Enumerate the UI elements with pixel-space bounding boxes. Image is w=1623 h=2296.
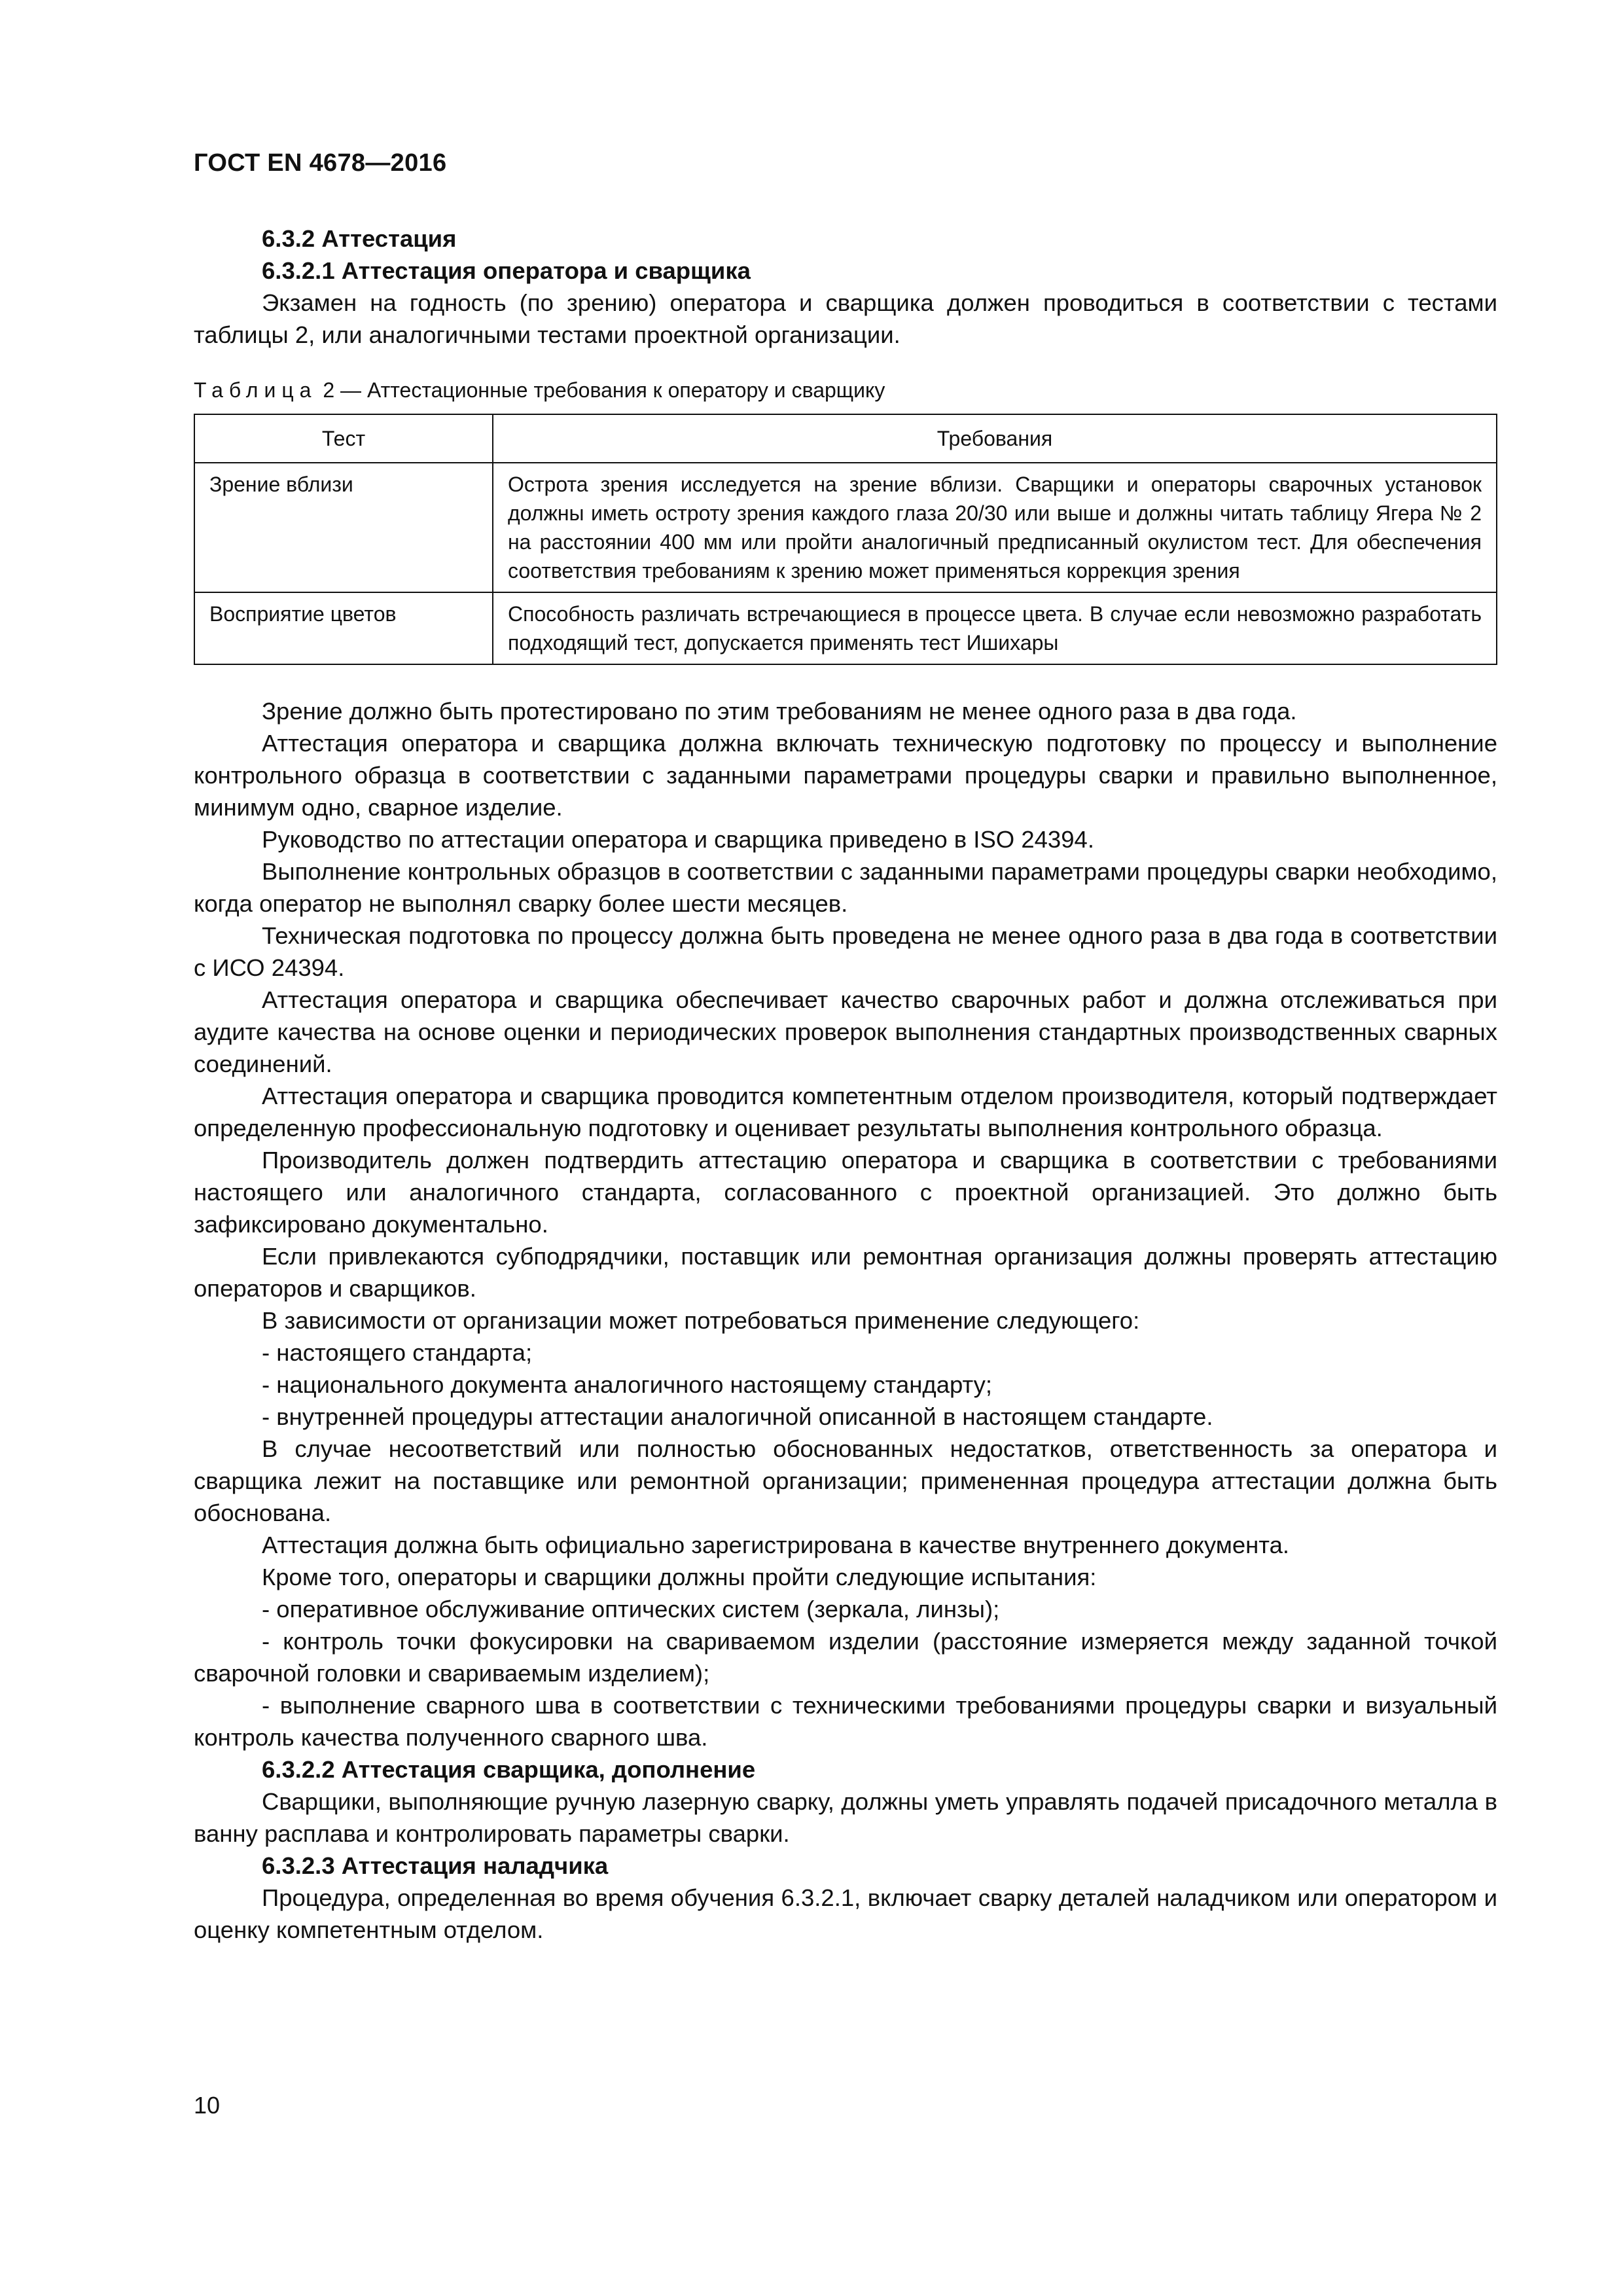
body-paragraph: Аттестация оператора и сварщика обеспечивает качество сварочных работ и должна отслеживаться при аудите качества на основе оценки и периодических проверок выполнения стандартных производственных сварных соединений.	[194, 986, 1497, 1077]
page-number: 10	[194, 2092, 221, 2119]
body-paragraph: В зависимости от организации может потребоваться применение следующего:	[262, 1307, 1140, 1334]
body-paragraph: Сварщики, выполняющие ручную лазерную сварку, должны уметь управлять подачей присадочного металла в ванну расплава и контролировать параметры сварки.	[194, 1788, 1497, 1847]
section-heading-6-3-2-2: 6.3.2.2 Аттестация сварщика, дополнение	[262, 1756, 756, 1783]
list-item: - выполнение сварного шва в соответствии с техническими требованиями процедуры сварки и визуальный контроль качества полученного сварного шва.	[194, 1692, 1497, 1751]
table-header-row	[194, 414, 1497, 463]
list-item: - оперативное обслуживание оптических систем (зеркала, линзы);	[262, 1596, 1000, 1623]
body-paragraph: Зрение должно быть протестировано по этим требованиям не менее одного раза в два года.	[262, 698, 1297, 725]
body-paragraph: Аттестация оператора и сварщика должна включать техническую подготовку по процессу и выполнение контрольного образца в соответствии с заданными параметрами процедуры сварки и правильно выполненное, минимум одно, сварное изделие.	[194, 730, 1497, 821]
list-item: - национального документа аналогичного настоящему стандарту;	[262, 1371, 993, 1398]
intro-paragraph: Экзамен на годность (по зрению) оператора и сварщика должен проводиться в соответствии с тестами таблицы 2, или аналогичными тестами проектной организации.	[194, 289, 1497, 348]
table-header-test: Тест	[194, 414, 493, 463]
list-item: - настоящего стандарта;	[262, 1339, 533, 1366]
body-paragraph: Производитель должен подтвердить аттестацию оператора и сварщика в соответствии с требованиями настоящего или аналогичного стандарта, согласованного с проектной организацией. Это должно быть зафиксировано документально.	[194, 1147, 1497, 1238]
table-caption-text: 2 — Аттестационные требования к оператору и сварщику	[317, 378, 885, 402]
table-cell-test: Зрение вблизи	[194, 463, 493, 592]
body-paragraph: Выполнение контрольных образцов в соответствии с заданными параметрами процедуры сварки необходимо, когда оператор не выполнял сварку более шести месяцев.	[194, 858, 1497, 917]
page-content	[194, 223, 1497, 1946]
body-paragraph: Руководство по аттестации оператора и сварщика приведено в ISO 24394.	[262, 826, 1094, 853]
body-paragraph: В случае несоответствий или полностью обоснованных недостатков, ответственность за оператора и сварщика лежит на поставщике или ремонтной организации; примененная процедура аттестации должна быть обоснована.	[194, 1435, 1497, 1526]
list-item: - внутренней процедуры аттестации аналогичной описанной в настоящем стандарте.	[262, 1403, 1213, 1430]
body-paragraph: Процедура, определенная во время обучения 6.3.2.1, включает сварку деталей наладчиком или оператором и оценку компетентным отделом.	[194, 1884, 1497, 1943]
section-heading-6-3-2: 6.3.2 Аттестация	[262, 225, 457, 252]
table-cell-requirement: Острота зрения исследуется на зрение вблизи. Сварщики и операторы сварочных установок должны иметь остроту зрения каждого глаза 20/30 или выше и должны читать таблицу Ягера № 2 на расстоянии 400 мм или пройти аналогичный предписанный окулистом тест. Для обеспечения соответствия требованиям к зрению может применяться коррекция зрения	[493, 463, 1497, 592]
table-cell-test: Восприятие цветов	[194, 592, 493, 664]
requirements-table	[194, 414, 1497, 665]
body-paragraph: Аттестация оператора и сварщика проводится компетентным отделом производителя, который подтверждает определенную профессиональную подготовку и оценивает результаты выполнения контрольного образца.	[194, 1083, 1497, 1141]
table-row	[194, 592, 1497, 664]
table-caption	[194, 377, 1497, 403]
body-paragraph: Кроме того, операторы и сварщики должны пройти следующие испытания:	[262, 1564, 1097, 1590]
body-paragraph: Техническая подготовка по процессу должна быть проведена не менее одного раза в два года в соответствии с ИСО 24394.	[194, 922, 1497, 981]
document-code-header: ГОСТ EN 4678—2016	[194, 149, 447, 177]
table-cell-requirement: Способность различать встречающиеся в процессе цвета. В случае если невозможно разработать подходящий тест, допускается применять тест Ишихары	[493, 592, 1497, 664]
section-heading-6-3-2-3: 6.3.2.3 Аттестация наладчика	[262, 1852, 609, 1879]
table-caption-label: Таблица	[194, 378, 317, 402]
table-header-requirements: Требования	[493, 414, 1497, 463]
table-row	[194, 463, 1497, 592]
body-paragraph: Аттестация должна быть официально зарегистрирована в качестве внутреннего документа.	[262, 1532, 1290, 1558]
body-paragraph: Если привлекаются субподрядчики, поставщик или ремонтная организация должны проверять аттестацию операторов и сварщиков.	[194, 1243, 1497, 1302]
section-heading-6-3-2-1: 6.3.2.1 Аттестация оператора и сварщика	[262, 257, 751, 284]
list-item: - контроль точки фокусировки на свариваемом изделии (расстояние измеряется между заданной точкой сварочной головки и свариваемым изделием);	[194, 1628, 1497, 1687]
